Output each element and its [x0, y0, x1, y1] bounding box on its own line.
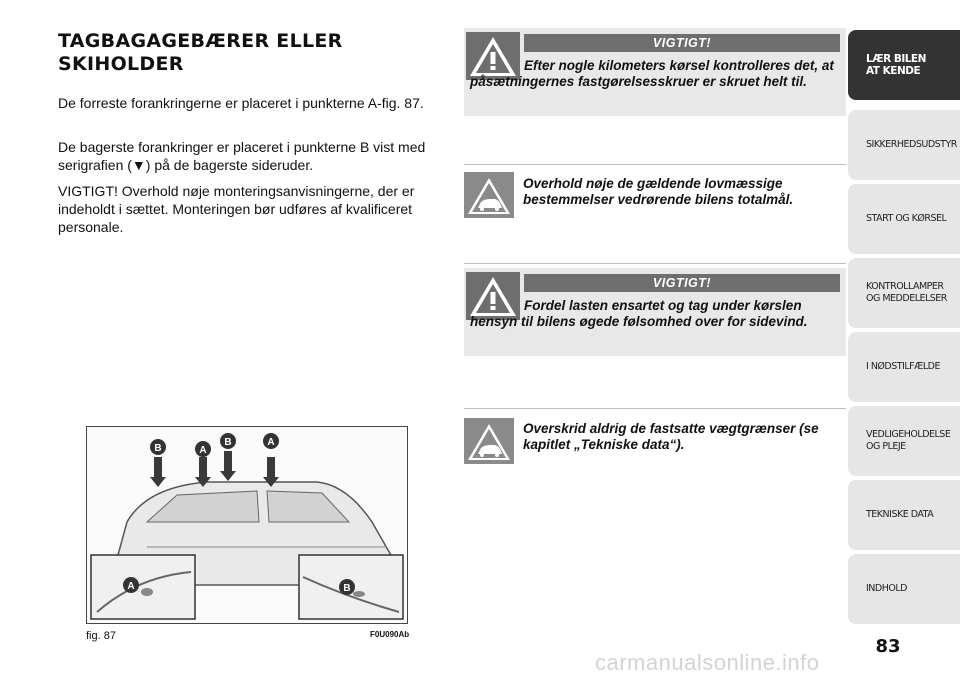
car-illustration — [86, 426, 408, 624]
warning-label: VIGTIGT! — [524, 34, 840, 52]
tab-kontrollamper[interactable] — [848, 258, 960, 328]
tab-label: LÆR BILEN AT KENDE — [866, 53, 926, 77]
tab-tekniske-data[interactable] — [848, 480, 960, 550]
paragraph-important: VIGTIGT! Overhold nøje monteringsanvisningerne, der er indeholdt i sættet. Monteringen bør udføres af kvalificeret personale. — [58, 183, 415, 235]
marker-b-rear: B — [154, 443, 162, 454]
watermark: carmanualsonline.info — [595, 650, 820, 675]
divider — [464, 164, 846, 165]
warning-box-1 — [464, 28, 846, 116]
section-title: TAGBAGAGEBÆRER ELLER SKIHOLDER — [58, 30, 343, 75]
car-weight-icon — [464, 418, 514, 464]
marker-a-front: A — [199, 445, 207, 456]
marker-a-front-2: A — [267, 437, 275, 448]
figure-code: F0U090Ab — [370, 630, 410, 639]
car-dimensions-icon — [464, 172, 514, 218]
figure-caption: fig. 87 — [86, 630, 116, 642]
tab-vedligeholdelse[interactable] — [848, 406, 960, 476]
tab-i-nodstilfaelde[interactable] — [848, 332, 960, 402]
warning-label: VIGTIGT! — [524, 274, 840, 292]
tab-start-og-korsel[interactable] — [848, 184, 960, 254]
warning-box-2 — [464, 268, 846, 356]
tab-label: KONTROLLAMPER OG MEDDELELSER — [866, 281, 947, 304]
tab-label: SIKKERHEDSUDSTYR — [866, 139, 957, 150]
car-roof-anchors-diagram — [87, 427, 407, 623]
divider — [464, 263, 846, 264]
warning-text: Efter nogle kilometers kørsel kontrolleres det, at påsætningernes fastgørelsesskruer er skruet helt til. — [470, 58, 834, 89]
tab-label: I NØDSTILFÆLDE — [866, 361, 940, 372]
tab-label: INDHOLD — [866, 583, 907, 594]
tab-label: TEKNISKE DATA — [866, 509, 934, 520]
tab-label: VEDLIGEHOLDELSE OG PLEJE — [866, 429, 951, 452]
paragraph-rear-anchors: De bagerste forankringer er placeret i punkterne B vist med serigrafien (▼) på de bagerste sideruder. — [58, 139, 426, 173]
inset-marker-a: A — [127, 581, 135, 592]
note-text: Overskrid aldrig de fastsatte vægtgrænser (se kapitlet „Tekniske data“). — [523, 421, 819, 452]
tab-sikkerhedsudstyr[interactable] — [848, 110, 960, 180]
divider — [464, 408, 846, 409]
note-text: Overhold nøje de gældende lovmæssige bestemmelser vedrørende bilens totalmål. — [523, 176, 794, 207]
tab-indhold[interactable] — [848, 554, 960, 624]
page-number: 83 — [875, 636, 901, 657]
marker-b-rear-2: B — [224, 437, 232, 448]
inset-marker-b: B — [343, 583, 351, 594]
warning-text: Fordel lasten ensartet og tag under kørslen hensyn til bilens øgede følsomhed over for sidevind. — [470, 298, 808, 329]
paragraph-front-anchors: De forreste forankringerne er placeret i punkterne A-fig. 87. — [58, 95, 424, 111]
tab-label: START OG KØRSEL — [866, 213, 947, 224]
tab-laer-bilen-at-kende[interactable] — [848, 30, 960, 100]
